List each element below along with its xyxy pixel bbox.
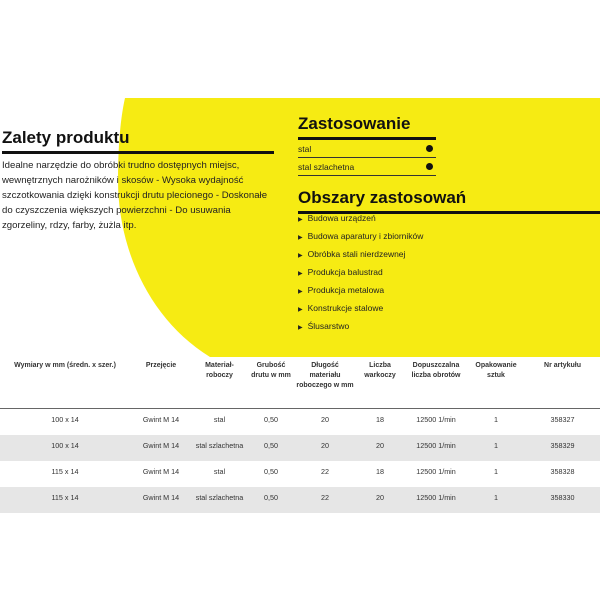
advantages-description: Idealne narzędzie do obróbki trudno dostępnych miejsc, wewnętrznych narożników i skosów - Wysoka wydajność szczotkowania dzięki konstrukcji drutu plecionego - Doskonałe do czyszczenia większych powierzchni - Do usuwania zgorzeliny, rdzy, farby, żużla itp. [2,160,268,231]
table-cell: 100 x 14 [51,441,79,450]
table-cell: 0,50 [264,493,278,502]
table-cell: stal [213,415,226,424]
table-cell: 358327 [550,415,575,424]
table-cell: 1 [494,441,498,450]
table-cell: 0,50 [264,415,278,424]
usage-section [298,114,436,176]
table-cell: 1 [494,493,498,502]
table-cell: 0,50 [264,441,278,450]
usage-label: stal [298,143,312,154]
table-cell: 115 x 14 [51,493,79,502]
table-cell: 22 [321,493,329,502]
filled-dot-icon [426,163,433,170]
list-item: ▶ Budowa urządzeń [298,212,423,230]
table-cell: Gwint M 14 [142,441,180,450]
table-cell: 0,50 [264,467,278,476]
column-header: Nr artykułu [544,362,581,369]
list-item: ▶ Produkcja metalowa [298,284,423,302]
table-cell: Gwint M 14 [142,493,180,502]
table-cell: 22 [321,467,329,476]
table-cell: 358328 [550,467,575,476]
triangle-bullet-icon: ▶ [298,235,303,241]
column-header: Wymiary w mm (średn. x szer.) [14,362,116,369]
table-row [0,461,600,487]
column-header: Długość materiału roboczego w mm [296,362,354,389]
table-row [0,487,600,513]
list-item: ▶ Produkcja balustrad [298,266,423,284]
triangle-bullet-icon: ▶ [298,253,303,259]
advantages-title: Zalety produktu [2,128,274,154]
table-cell: Gwint M 14 [142,467,180,476]
table-cell: 1 [494,415,498,424]
table-cell: 115 x 14 [51,467,79,476]
areas-list [298,212,423,338]
table-row [0,409,600,435]
table-cell: 358329 [550,441,575,450]
list-item: ▶ Ślusarstwo [298,320,423,338]
table-cell: 12500 1/min [416,415,456,424]
specifications-table [0,360,600,513]
usage-title: Zastosowanie [298,114,436,140]
table-cell: stal [213,467,226,476]
table-cell: 1 [494,467,498,476]
table-row [0,435,600,461]
table-cell: 20 [376,441,384,450]
table-cell: 12500 1/min [416,493,456,502]
usage-row [298,140,436,158]
list-item: ▶ Konstrukcje stalowe [298,302,423,320]
table-cell: 12500 1/min [416,441,456,450]
table-cell: 20 [321,415,329,424]
table-cell: 18 [376,467,384,476]
table-cell: 20 [321,441,329,450]
table-cell: 20 [376,493,384,502]
usage-label: stal szlachetna [298,161,355,172]
column-header: Grubość drutu w mm [251,362,291,379]
list-item: ▶ Budowa aparatury i zbiorników [298,230,423,248]
table-cell: 12500 1/min [416,467,456,476]
table-cell: stal szlachetna [195,441,244,450]
triangle-bullet-icon: ▶ [298,307,303,313]
column-header: Opakowanie sztuk [475,362,517,379]
triangle-bullet-icon: ▶ [298,325,303,331]
column-header: Materiał-roboczy [205,362,234,379]
list-item: ▶ Obróbka stali nierdzewnej [298,248,423,266]
table-cell: 18 [376,415,384,424]
triangle-bullet-icon: ▶ [298,271,303,277]
table-header [0,360,600,409]
filled-dot-icon [426,145,433,152]
table-cell: 358330 [550,493,575,502]
column-header: Liczba warkoczy [364,362,396,379]
triangle-bullet-icon: ▶ [298,217,303,223]
triangle-bullet-icon: ▶ [298,289,303,295]
column-header: Dopuszczalna liczba obrotów [411,362,461,379]
table-cell: 100 x 14 [51,415,79,424]
table-cell: Gwint M 14 [142,415,180,424]
usage-row [298,158,436,176]
product-advantages-section [2,128,274,233]
column-header: Przejęcie [145,362,177,369]
areas-title: Obszary zastosowań [298,188,600,214]
table-cell: stal szlachetna [195,493,244,502]
